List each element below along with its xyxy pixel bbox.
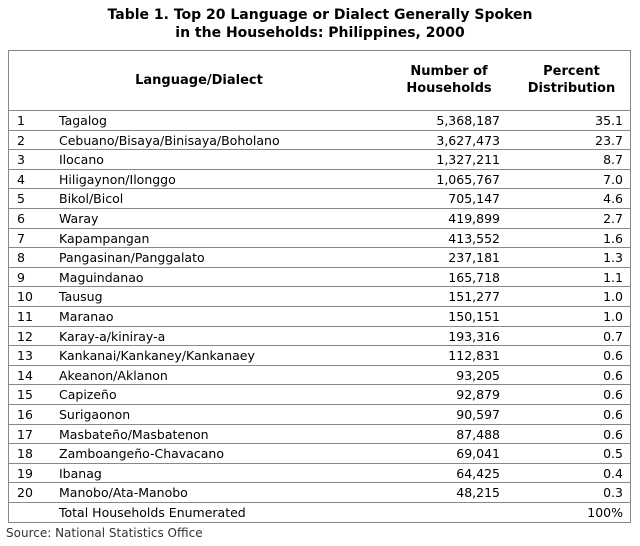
row-households: 93,205 — [456, 367, 500, 383]
total-label: Total Households Enumerated — [59, 504, 246, 520]
row-percent: 2.7 — [603, 210, 623, 226]
row-language: Waray — [59, 210, 99, 226]
row-percent: 8.7 — [603, 152, 623, 168]
row-rank: 7 — [17, 230, 25, 246]
row-language: Akeanon/Aklanon — [59, 367, 168, 383]
table-row — [9, 248, 630, 268]
row-language: Cebuano/Bisaya/Binisaya/Boholano — [59, 132, 280, 148]
row-households: 5,368,187 — [436, 113, 500, 128]
source-note: Source: National Statistics Office — [6, 526, 203, 540]
row-rank: 2 — [17, 132, 25, 148]
row-percent: 0.6 — [603, 367, 623, 383]
header-percent-line-2: Distribution — [527, 81, 616, 96]
row-percent: 1.1 — [603, 269, 623, 285]
row-percent: 0.6 — [603, 387, 623, 403]
row-households: 48,215 — [456, 485, 500, 501]
row-language: Karay-a/kiniray-a — [59, 328, 166, 344]
total-percent: 100% — [587, 504, 623, 520]
row-households: 419,899 — [448, 210, 500, 226]
row-households: 237,181 — [448, 250, 500, 266]
row-percent: 1.6 — [603, 230, 623, 246]
table-row — [9, 346, 630, 366]
row-language: Tausug — [59, 289, 103, 305]
row-language: Bikol/Bicol — [59, 191, 124, 207]
table-row — [9, 268, 630, 288]
table-row — [9, 189, 630, 209]
row-language: Capizeño — [59, 387, 117, 403]
row-households: 112,831 — [448, 348, 500, 364]
row-language: Zamboangeño-Chavacano — [59, 446, 224, 462]
row-households: 3,627,473 — [436, 132, 500, 148]
row-language: Manobo/Ata-Manobo — [59, 485, 188, 501]
table-row — [9, 287, 630, 307]
table-row — [9, 425, 630, 445]
row-rank: 9 — [17, 269, 25, 285]
row-households: 92,879 — [456, 387, 500, 403]
row-rank: 20 — [17, 485, 33, 501]
row-households: 165,718 — [448, 269, 500, 285]
row-rank: 11 — [17, 308, 33, 324]
table-row — [9, 170, 630, 190]
header-households — [394, 51, 504, 109]
language-table — [8, 50, 631, 523]
table-row — [9, 385, 630, 405]
header-percent — [514, 51, 629, 109]
row-percent: 0.6 — [603, 348, 623, 364]
total-row — [9, 503, 630, 523]
row-households: 1,065,767 — [436, 171, 500, 187]
table-row — [9, 444, 630, 464]
table-row — [9, 307, 630, 327]
row-rank: 17 — [17, 426, 33, 442]
table-row — [9, 327, 630, 347]
row-rank: 4 — [17, 171, 25, 187]
row-language: Ibanag — [59, 465, 102, 481]
row-rank: 13 — [17, 348, 33, 364]
header-percent-line-1: Percent — [543, 64, 600, 79]
table-body — [9, 110, 630, 522]
table-row — [9, 483, 630, 503]
row-language: Kapampangan — [59, 230, 150, 246]
row-percent: 0.3 — [603, 485, 623, 501]
table-title-line-1: Table 1. Top 20 Language or Dialect Generally Spoken — [107, 7, 533, 23]
row-rank: 15 — [17, 387, 33, 403]
table-row — [9, 229, 630, 249]
row-language: Surigaonon — [59, 406, 131, 422]
row-percent: 0.7 — [603, 328, 623, 344]
row-percent: 0.6 — [603, 406, 623, 422]
row-percent: 23.7 — [595, 132, 623, 148]
table-row — [9, 150, 630, 170]
header-households-line-2: Households — [406, 81, 492, 96]
row-rank: 8 — [17, 250, 25, 266]
row-percent: 4.6 — [603, 191, 623, 207]
header-language — [9, 51, 389, 109]
row-percent: 7.0 — [603, 171, 623, 187]
row-households: 150,151 — [448, 308, 500, 324]
row-households: 90,597 — [456, 406, 500, 422]
row-rank: 12 — [17, 328, 33, 344]
header-households-line-1: Number of — [410, 64, 488, 79]
header-language-label: Language/Dialect — [135, 72, 263, 88]
row-language: Pangasinan/Panggalato — [59, 250, 205, 266]
row-percent: 1.3 — [603, 250, 623, 266]
row-households: 64,425 — [456, 465, 500, 481]
row-percent: 0.6 — [603, 426, 623, 442]
row-percent: 0.4 — [603, 465, 623, 481]
row-language: Hiligaynon/Ilonggo — [59, 171, 176, 187]
row-language: Masbateño/Masbatenon — [59, 426, 209, 442]
table-title — [0, 6, 640, 42]
table-row — [9, 366, 630, 386]
table-row — [9, 405, 630, 425]
row-percent: 1.0 — [603, 289, 623, 305]
row-language: Maranao — [59, 308, 114, 324]
row-rank: 14 — [17, 367, 33, 383]
table-row — [9, 209, 630, 229]
row-language: Maguindanao — [59, 269, 144, 285]
row-households: 193,316 — [448, 328, 500, 344]
table-row — [9, 131, 630, 151]
table-row — [9, 464, 630, 484]
table-title-line-2: in the Households: Philippines, 2000 — [175, 25, 465, 41]
row-rank: 3 — [17, 152, 25, 168]
row-rank: 6 — [17, 210, 25, 226]
row-households: 413,552 — [448, 230, 500, 246]
row-rank: 16 — [17, 406, 33, 422]
row-language: Ilocano — [59, 152, 104, 168]
row-rank: 5 — [17, 191, 25, 207]
row-rank: 10 — [17, 289, 33, 305]
row-rank: 18 — [17, 446, 33, 462]
row-households: 87,488 — [456, 426, 500, 442]
row-households: 1,327,211 — [436, 152, 500, 168]
row-language: Kankanai/Kankaney/Kankanaey — [59, 348, 255, 364]
table-row — [9, 111, 630, 131]
row-rank: 19 — [17, 465, 33, 481]
row-percent: 35.1 — [595, 113, 623, 128]
row-households: 151,277 — [448, 289, 500, 305]
row-percent: 0.5 — [603, 446, 623, 462]
row-percent: 1.0 — [603, 308, 623, 324]
row-households: 705,147 — [448, 191, 500, 207]
row-households: 69,041 — [456, 446, 500, 462]
row-rank: 1 — [17, 113, 25, 128]
row-language: Tagalog — [59, 113, 107, 128]
